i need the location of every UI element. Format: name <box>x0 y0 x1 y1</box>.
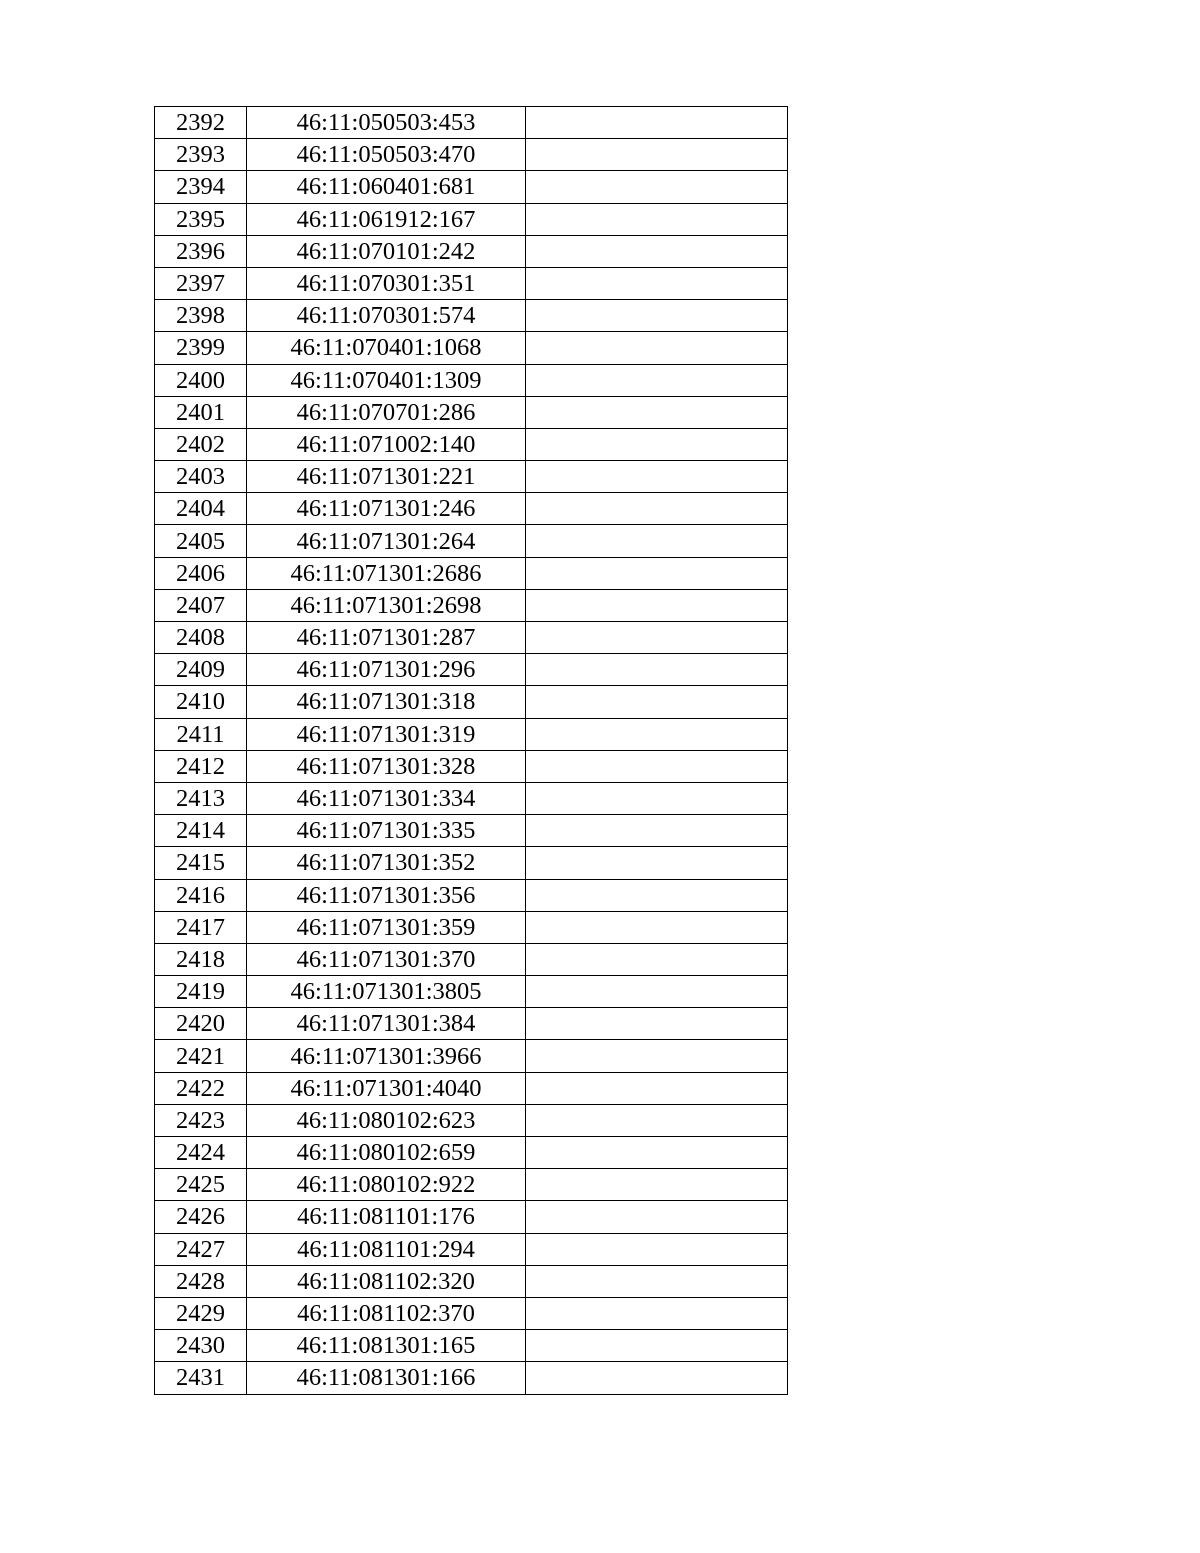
cadastral-number-cell: 46:11:080102:623 <box>247 1104 526 1136</box>
table-row <box>155 203 788 235</box>
row-number-cell: 2415 <box>155 847 247 879</box>
row-number-cell: 2414 <box>155 815 247 847</box>
table-row <box>155 1362 788 1394</box>
empty-cell <box>526 622 788 654</box>
table-row <box>155 1201 788 1233</box>
row-number-cell: 2431 <box>155 1362 247 1394</box>
cadastral-number-cell: 46:11:081301:165 <box>247 1330 526 1362</box>
table-row <box>155 1104 788 1136</box>
cadastral-number-cell: 46:11:061912:167 <box>247 203 526 235</box>
cadastral-number-cell: 46:11:070101:242 <box>247 235 526 267</box>
empty-cell <box>526 943 788 975</box>
empty-cell <box>526 396 788 428</box>
table-row <box>155 1330 788 1362</box>
table-row <box>155 300 788 332</box>
row-number-cell: 2417 <box>155 911 247 943</box>
table-row <box>155 1265 788 1297</box>
table-row <box>155 139 788 171</box>
table-row <box>155 1297 788 1329</box>
table-row <box>155 589 788 621</box>
table-row <box>155 815 788 847</box>
cadastral-number-cell: 46:11:071301:352 <box>247 847 526 879</box>
empty-cell <box>526 364 788 396</box>
empty-cell <box>526 782 788 814</box>
row-number-cell: 2429 <box>155 1297 247 1329</box>
table-body <box>155 107 788 1395</box>
empty-cell <box>526 1169 788 1201</box>
table-row <box>155 557 788 589</box>
table-row <box>155 686 788 718</box>
empty-cell <box>526 525 788 557</box>
row-number-cell: 2427 <box>155 1233 247 1265</box>
cadastral-number-cell: 46:11:071301:319 <box>247 718 526 750</box>
table-row <box>155 1169 788 1201</box>
empty-cell <box>526 1040 788 1072</box>
cadastral-number-cell: 46:11:071301:334 <box>247 782 526 814</box>
table-row <box>155 332 788 364</box>
empty-cell <box>526 879 788 911</box>
empty-cell <box>526 461 788 493</box>
row-number-cell: 2395 <box>155 203 247 235</box>
row-number-cell: 2426 <box>155 1201 247 1233</box>
empty-cell <box>526 1201 788 1233</box>
row-number-cell: 2422 <box>155 1072 247 1104</box>
row-number-cell: 2424 <box>155 1137 247 1169</box>
empty-cell <box>526 718 788 750</box>
row-number-cell: 2428 <box>155 1265 247 1297</box>
table-row <box>155 1233 788 1265</box>
row-number-cell: 2423 <box>155 1104 247 1136</box>
cadastral-number-cell: 46:11:070701:286 <box>247 396 526 428</box>
table-row <box>155 493 788 525</box>
row-number-cell: 2421 <box>155 1040 247 1072</box>
cadastral-number-cell: 46:11:081101:176 <box>247 1201 526 1233</box>
table-row <box>155 879 788 911</box>
table-row <box>155 396 788 428</box>
empty-cell <box>526 654 788 686</box>
empty-cell <box>526 686 788 718</box>
row-number-cell: 2425 <box>155 1169 247 1201</box>
row-number-cell: 2392 <box>155 107 247 139</box>
cadastral-number-cell: 46:11:081301:166 <box>247 1362 526 1394</box>
row-number-cell: 2409 <box>155 654 247 686</box>
empty-cell <box>526 139 788 171</box>
cadastral-number-cell: 46:11:071301:2686 <box>247 557 526 589</box>
row-number-cell: 2403 <box>155 461 247 493</box>
empty-cell <box>526 1362 788 1394</box>
cadastral-number-cell: 46:11:071301:4040 <box>247 1072 526 1104</box>
cadastral-number-cell: 46:11:050503:453 <box>247 107 526 139</box>
table-row <box>155 718 788 750</box>
row-number-cell: 2399 <box>155 332 247 364</box>
empty-cell <box>526 557 788 589</box>
row-number-cell: 2407 <box>155 589 247 621</box>
empty-cell <box>526 847 788 879</box>
table-row <box>155 622 788 654</box>
row-number-cell: 2413 <box>155 782 247 814</box>
cadastral-number-cell: 46:11:071301:3805 <box>247 976 526 1008</box>
cadastral-number-cell: 46:11:081101:294 <box>247 1233 526 1265</box>
cadastral-number-cell: 46:11:071002:140 <box>247 428 526 460</box>
cadastral-number-cell: 46:11:071301:246 <box>247 493 526 525</box>
cadastral-number-cell: 46:11:070401:1068 <box>247 332 526 364</box>
cadastral-number-cell: 46:11:050503:470 <box>247 139 526 171</box>
row-number-cell: 2404 <box>155 493 247 525</box>
cadastral-table <box>154 106 788 1395</box>
table-row <box>155 171 788 203</box>
table-row <box>155 461 788 493</box>
row-number-cell: 2430 <box>155 1330 247 1362</box>
cadastral-number-cell: 46:11:081102:320 <box>247 1265 526 1297</box>
empty-cell <box>526 750 788 782</box>
cadastral-number-cell: 46:11:071301:318 <box>247 686 526 718</box>
cadastral-number-cell: 46:11:071301:3966 <box>247 1040 526 1072</box>
row-number-cell: 2416 <box>155 879 247 911</box>
empty-cell <box>526 332 788 364</box>
cadastral-number-cell: 46:11:070301:351 <box>247 267 526 299</box>
table-row <box>155 654 788 686</box>
row-number-cell: 2410 <box>155 686 247 718</box>
cadastral-number-cell: 46:11:071301:2698 <box>247 589 526 621</box>
empty-cell <box>526 976 788 1008</box>
table-row <box>155 428 788 460</box>
table-row <box>155 235 788 267</box>
table-row <box>155 976 788 1008</box>
row-number-cell: 2418 <box>155 943 247 975</box>
table-row <box>155 267 788 299</box>
table-row <box>155 943 788 975</box>
cadastral-number-cell: 46:11:071301:328 <box>247 750 526 782</box>
table-row <box>155 911 788 943</box>
cadastral-number-cell: 46:11:071301:335 <box>247 815 526 847</box>
empty-cell <box>526 300 788 332</box>
empty-cell <box>526 589 788 621</box>
cadastral-number-cell: 46:11:071301:370 <box>247 943 526 975</box>
empty-cell <box>526 1072 788 1104</box>
table-row <box>155 1040 788 1072</box>
empty-cell <box>526 107 788 139</box>
table-row <box>155 1137 788 1169</box>
row-number-cell: 2419 <box>155 976 247 1008</box>
cadastral-number-cell: 46:11:071301:359 <box>247 911 526 943</box>
row-number-cell: 2393 <box>155 139 247 171</box>
empty-cell <box>526 267 788 299</box>
empty-cell <box>526 235 788 267</box>
cadastral-number-cell: 46:11:070301:574 <box>247 300 526 332</box>
cadastral-number-cell: 46:11:081102:370 <box>247 1297 526 1329</box>
cadastral-number-cell: 46:11:060401:681 <box>247 171 526 203</box>
table-row <box>155 847 788 879</box>
row-number-cell: 2397 <box>155 267 247 299</box>
cadastral-number-cell: 46:11:070401:1309 <box>247 364 526 396</box>
empty-cell <box>526 815 788 847</box>
table-row <box>155 1008 788 1040</box>
empty-cell <box>526 493 788 525</box>
cadastral-number-cell: 46:11:080102:922 <box>247 1169 526 1201</box>
empty-cell <box>526 1297 788 1329</box>
table-row <box>155 525 788 557</box>
table-row <box>155 750 788 782</box>
table-row <box>155 782 788 814</box>
empty-cell <box>526 171 788 203</box>
table-row <box>155 1072 788 1104</box>
row-number-cell: 2396 <box>155 235 247 267</box>
row-number-cell: 2412 <box>155 750 247 782</box>
row-number-cell: 2401 <box>155 396 247 428</box>
empty-cell <box>526 1233 788 1265</box>
row-number-cell: 2411 <box>155 718 247 750</box>
empty-cell <box>526 1330 788 1362</box>
empty-cell <box>526 1104 788 1136</box>
row-number-cell: 2405 <box>155 525 247 557</box>
row-number-cell: 2420 <box>155 1008 247 1040</box>
row-number-cell: 2400 <box>155 364 247 396</box>
row-number-cell: 2398 <box>155 300 247 332</box>
empty-cell <box>526 1137 788 1169</box>
cadastral-number-cell: 46:11:071301:356 <box>247 879 526 911</box>
row-number-cell: 2406 <box>155 557 247 589</box>
row-number-cell: 2408 <box>155 622 247 654</box>
table-row <box>155 107 788 139</box>
empty-cell <box>526 428 788 460</box>
empty-cell <box>526 1008 788 1040</box>
empty-cell <box>526 203 788 235</box>
row-number-cell: 2394 <box>155 171 247 203</box>
table-row <box>155 364 788 396</box>
cadastral-number-cell: 46:11:071301:264 <box>247 525 526 557</box>
empty-cell <box>526 911 788 943</box>
cadastral-number-cell: 46:11:071301:384 <box>247 1008 526 1040</box>
cadastral-number-cell: 46:11:071301:221 <box>247 461 526 493</box>
cadastral-number-cell: 46:11:071301:296 <box>247 654 526 686</box>
row-number-cell: 2402 <box>155 428 247 460</box>
empty-cell <box>526 1265 788 1297</box>
cadastral-number-cell: 46:11:071301:287 <box>247 622 526 654</box>
cadastral-number-cell: 46:11:080102:659 <box>247 1137 526 1169</box>
